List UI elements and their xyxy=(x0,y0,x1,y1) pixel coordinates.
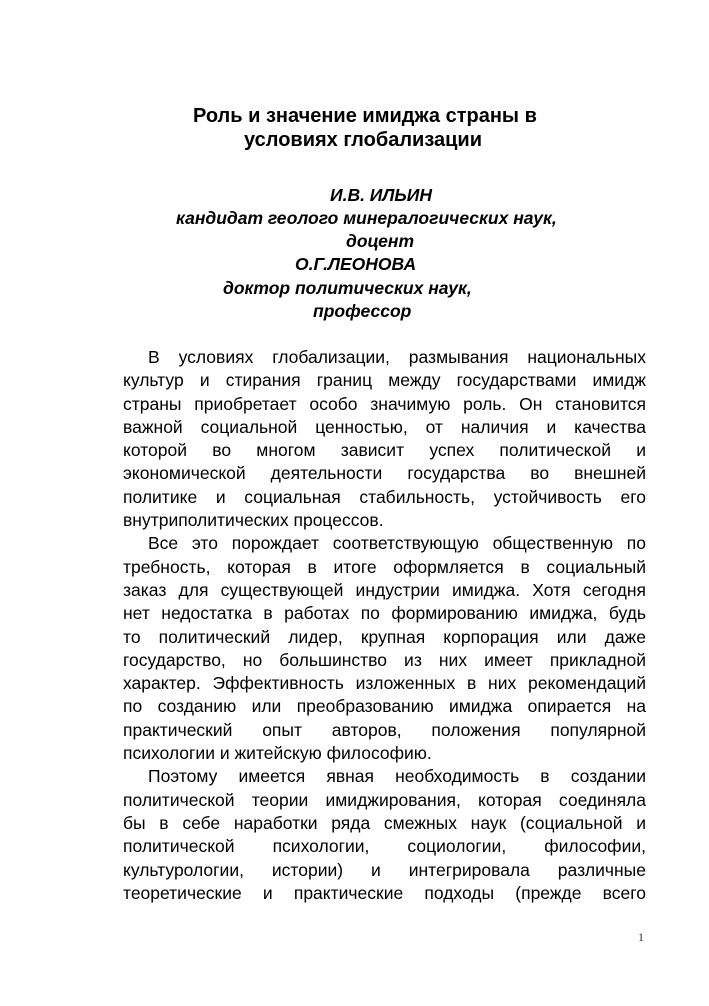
article-body xyxy=(123,346,646,905)
text-line: экономической деятельности государства во внешней xyxy=(123,463,646,484)
text-line: Поэтому имеется явная необходимость в создании xyxy=(148,766,646,787)
text-line: по созданию или преобразованию имиджа опирается на xyxy=(123,696,646,717)
text-line: то политический лидер, крупная корпорация или даже xyxy=(123,626,646,647)
text-line: психологии и житейскую философию. xyxy=(123,743,432,764)
author-degree: кандидат геолого минералогических наук, xyxy=(176,208,557,228)
text-line: внутриполитических процессов. xyxy=(123,510,384,531)
paragraph xyxy=(123,765,646,905)
text-line: политической психологии, социологии, философии, xyxy=(123,836,646,857)
text-line: теоретические и практические подходы (прежде всего xyxy=(123,882,646,903)
text-line: важной социальной ценностью, от наличия и качества xyxy=(123,416,646,437)
article-title-line-1: Роль и значение имиджа страны в xyxy=(193,105,537,127)
text-line: В условиях глобализации, размывания национальных xyxy=(148,347,646,367)
author-name: И.В. ИЛЬИН xyxy=(330,185,433,205)
paragraph xyxy=(123,346,646,532)
text-line: Все это порождает соответствующую общественную по xyxy=(148,533,646,554)
text-line: политике и социальная стабильность, устойчивость его xyxy=(123,486,646,507)
text-line: которой во многом зависит успех политической и xyxy=(123,440,646,461)
paragraph xyxy=(123,532,646,765)
text-line: культур и стирания границ между государствами имидж xyxy=(123,370,646,391)
text-line: культурологии, истории) и интегрировала различные xyxy=(123,859,646,880)
author-title: профессор xyxy=(313,301,412,321)
text-line: требность, которая в итоге оформляется в социальный xyxy=(123,556,646,577)
article-title-line-2: условиях глобализации xyxy=(244,129,482,151)
text-line: характер. Эффективность изложенных в них рекомендаций xyxy=(123,673,646,694)
author-degree: доктор политических наук, xyxy=(223,278,472,298)
text-line: практический опыт авторов, положения популярной xyxy=(123,719,646,740)
text-line: политической теории имиджирования, которая соединяла xyxy=(123,789,646,810)
page-number: 1 xyxy=(638,930,644,944)
text-line: страны приобретает особо значимую роль. Он становится xyxy=(123,393,646,414)
text-line: заказ для существующей индустрии имиджа. Хотя сегодня xyxy=(123,579,646,600)
author-title: доцент xyxy=(346,231,415,251)
text-line: государство, но большинство из них имеет прикладной xyxy=(123,649,646,670)
text-line: нет недостатка в работах по формированию имиджа, будь xyxy=(123,603,646,624)
text-line: бы в себе наработки ряда смежных наук (социальной и xyxy=(123,812,646,833)
author-name: О.Г.ЛЕОНОВА xyxy=(295,254,417,274)
